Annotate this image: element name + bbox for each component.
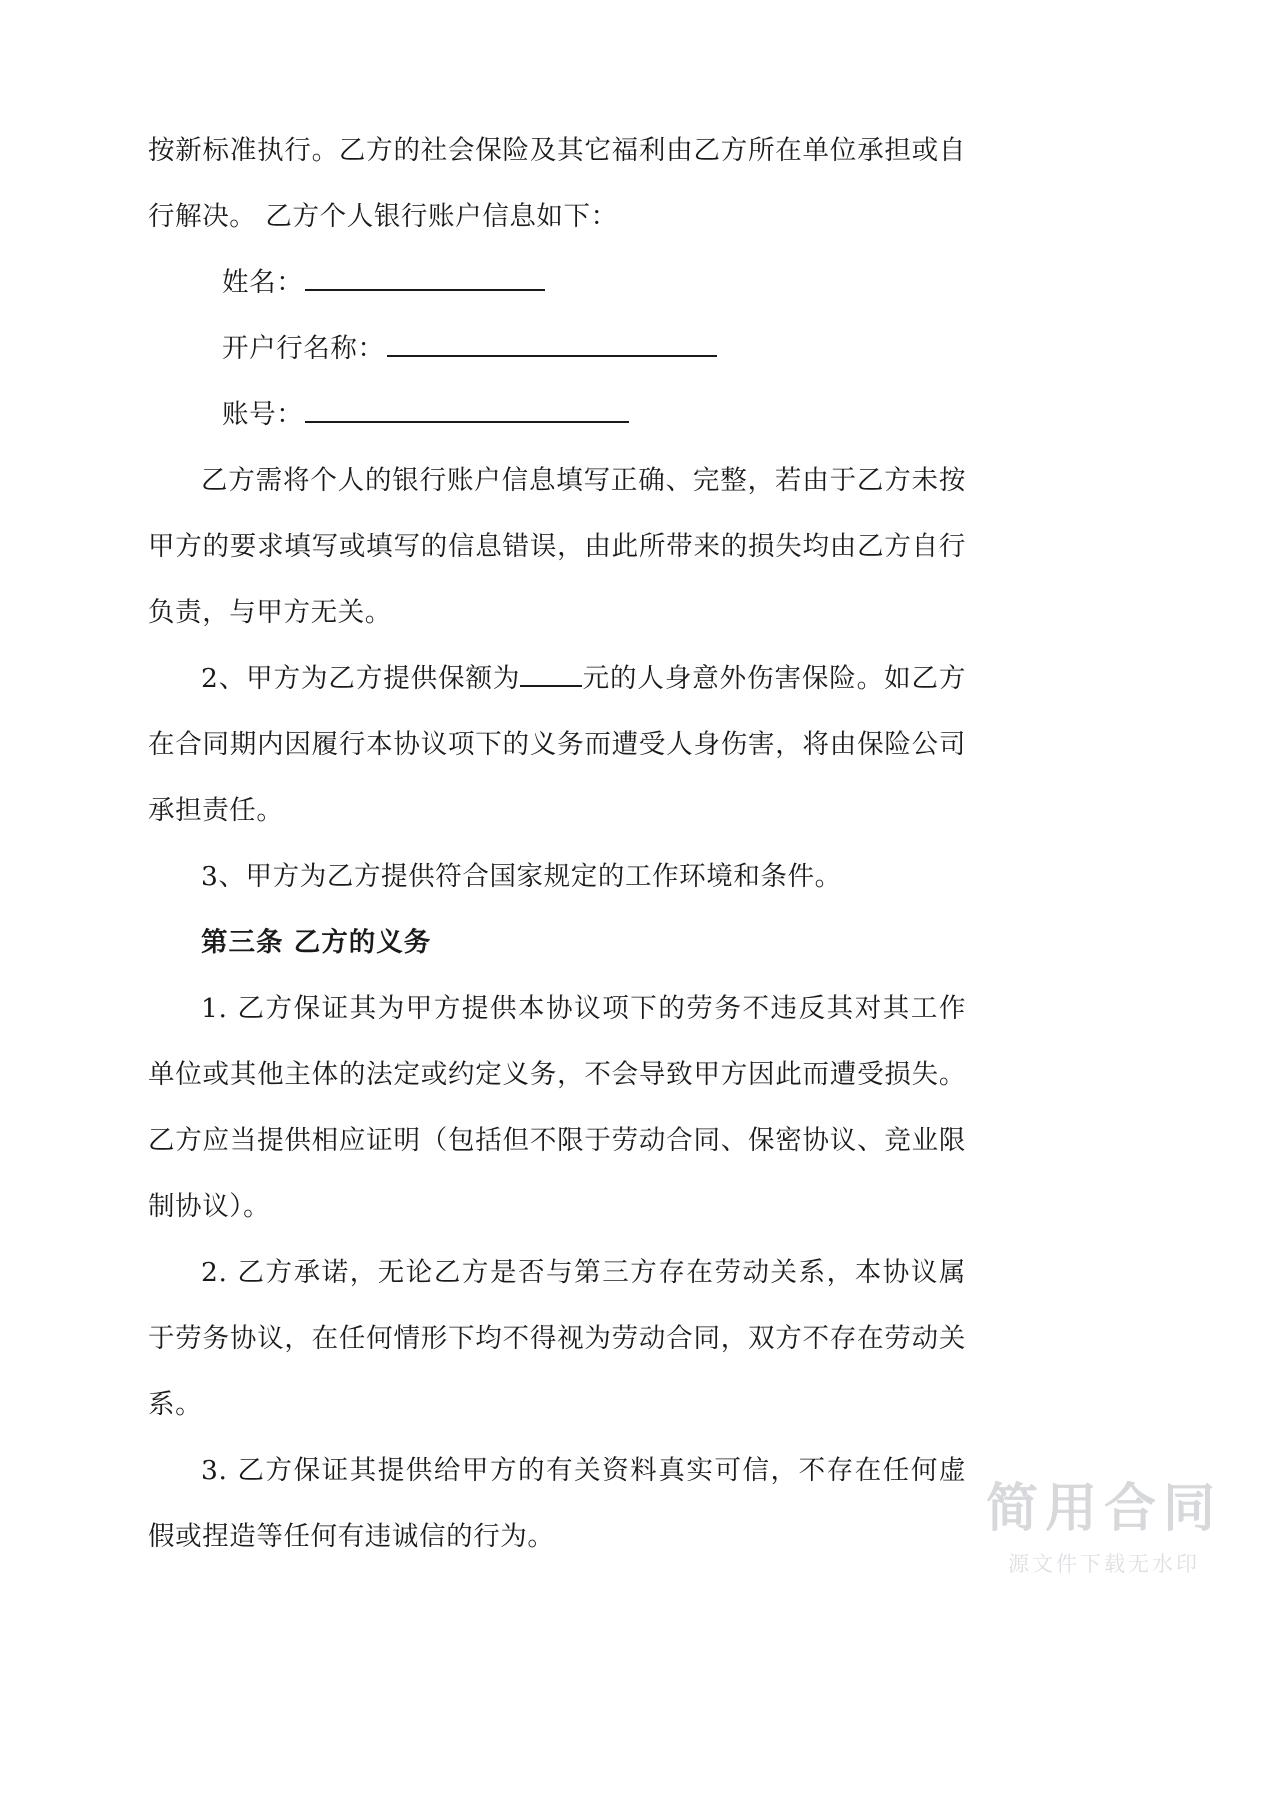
insurance-amount-input[interactable] [520, 659, 582, 688]
bank-field-name-input[interactable] [305, 261, 545, 291]
watermark [985, 1478, 1222, 1578]
bank-field-name-row [148, 250, 966, 316]
item-2-text-before-blank: 2、甲方为乙方提供保额为 [201, 663, 521, 694]
bank-field-name-label: 姓名： [222, 267, 304, 298]
bank-field-account-input[interactable] [305, 393, 629, 423]
bank-field-bankname-row [148, 316, 966, 382]
watermark-tagline: 源文件下载无水印 [1007, 1552, 1200, 1576]
article-3-item-3: 3. 乙方保证其提供给甲方的有关资料真实可信，不存在任何虚假或捏造等任何有违诚信的行为。 [148, 1455, 966, 1552]
article-3-item-1: 1. 乙方保证其为甲方提供本协议项下的劳务不违反其对其工作单位或其他主体的法定或约定义务，不会导致甲方因此而遭受损失。乙方应当提供相应证明（包括但不限于劳动合同、保密协议、竞业限制协议）。 [148, 993, 966, 1222]
bank-field-bankname-input[interactable] [387, 327, 717, 357]
bank-field-account-row [148, 382, 966, 448]
paragraph-continuation: 按新标准执行。乙方的社会保险及其它福利由乙方所在单位承担或自行解决。 乙方个人银行账户信息如下： [148, 135, 966, 232]
bank-field-account-label: 账号： [222, 399, 304, 430]
section-heading-article-3: 第三条 乙方的义务 [201, 927, 432, 958]
paragraph-bank-notice: 乙方需将个人的银行账户信息填写正确、完整，若由于乙方未按甲方的要求填写或填写的信息错误，由此所带来的损失均由乙方自行负责，与甲方无关。 [148, 465, 966, 628]
article-3-item-2: 2. 乙方承诺，无论乙方是否与第三方存在劳动关系，本协议属于劳务协议，在任何情形下均不得视为劳动合同，双方不存在劳动关系。 [148, 1257, 966, 1420]
watermark-brand: 简用合同 [985, 1478, 1222, 1539]
document-body [148, 118, 966, 1570]
item-2-text-after-blank: 元的人身意外伤害保险。如乙方在合同期内因履行本协议项下的义务而遭受人身伤害，将由保险公司承担责任。 [148, 663, 967, 826]
bank-field-bankname-label: 开户行名称： [222, 333, 385, 364]
paragraph-item-3: 3、甲方为乙方提供符合国家规定的工作环境和条件。 [201, 861, 842, 892]
paragraph-item-2 [148, 646, 966, 844]
